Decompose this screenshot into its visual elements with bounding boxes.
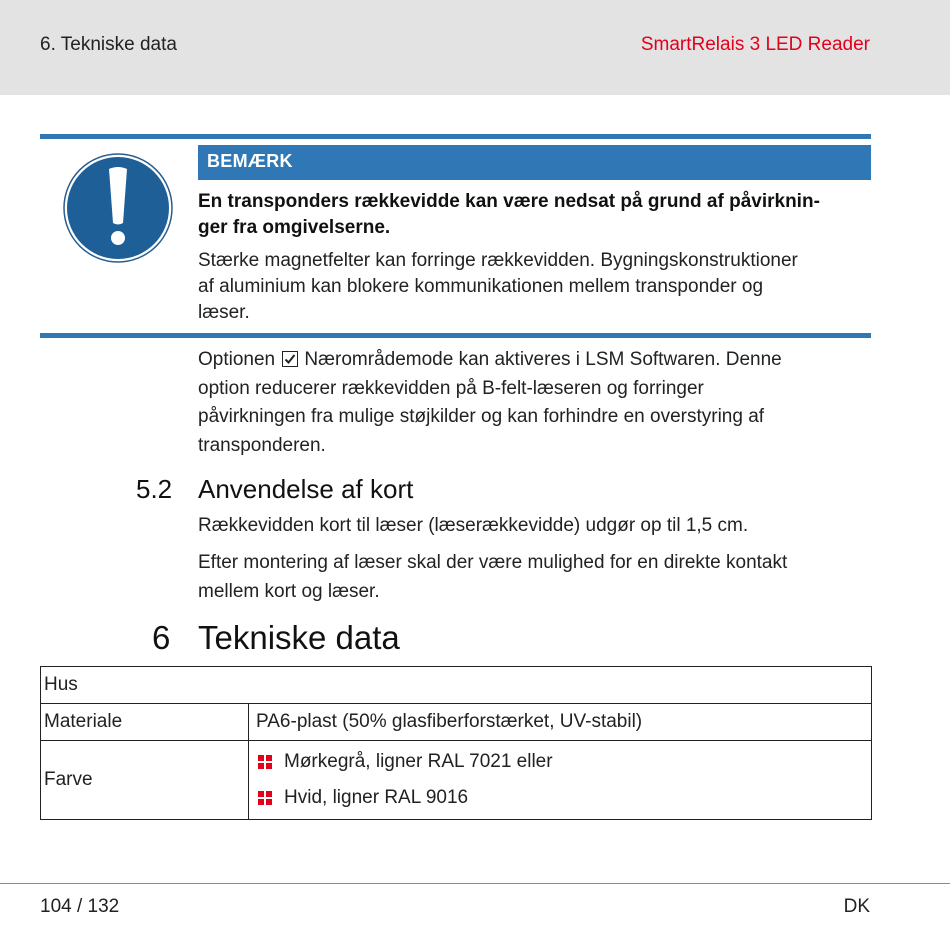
notice-bottom-rule (40, 333, 871, 338)
option-paragraph (198, 346, 870, 460)
section-paragraph (198, 549, 870, 606)
section-paragraph-line: Efter montering af læser skal der være mulighed for en direkte kontakt (198, 552, 788, 573)
option-line: transponderen. (198, 434, 326, 456)
notice-lead-text (198, 189, 868, 241)
option-line: option reducerer rækkevidden på B-felt-læseren og forringer (198, 377, 704, 399)
chapter-title: Tekniske data (198, 619, 400, 656)
notice-body-line: læser. (198, 302, 250, 323)
notice-body-line: Stærke magnetfelter kan forringe rækkevidden. Bygningskonstruktioner (198, 250, 798, 271)
footer-divider (0, 883, 950, 884)
header-section-title: 6. Tekniske data (40, 34, 177, 55)
notice-lead-line: En transponders rækkevidde kan være nedsat på grund af påvirknin- (198, 191, 820, 212)
notice-lead-line: ger fra omgivelserne. (198, 217, 391, 238)
table-row (41, 704, 872, 741)
notice-body-line: af aluminium kan blokere kommunikationen mellem transponder og (198, 276, 764, 297)
notice-top-rule (40, 134, 871, 139)
red-square-bullet-icon (258, 791, 272, 805)
checkbox-checked-icon (282, 351, 298, 367)
table-row (41, 741, 872, 820)
chapter-number: 6 (152, 619, 171, 656)
section-paragraph: Rækkevidden kort til læser (læserækkevidde) udgør op til 1,5 cm. (198, 515, 749, 536)
option-pre-text: Optionen (198, 349, 276, 370)
table-value-cell (249, 741, 872, 820)
red-square-bullet-icon (258, 755, 272, 769)
list-item (256, 744, 868, 780)
page-header (0, 0, 950, 95)
table-group-header: Hus (41, 667, 872, 704)
option-line (198, 346, 870, 375)
section-paragraph-line: mellem kort og læser. (198, 580, 380, 602)
exclamation-icon (63, 153, 173, 263)
table-label-cell: Materiale (41, 704, 249, 741)
list-item (256, 780, 868, 816)
list-item-text: Mørkegrå, ligner RAL 7021 eller (284, 751, 553, 772)
spec-table (40, 666, 872, 820)
list-item-text: Hvid, ligner RAL 9016 (284, 787, 469, 808)
notice-title: BEMÆRK (198, 145, 871, 180)
option-post-text: Nærområdemode kan aktiveres i LSM Softwaren. Denne (304, 349, 782, 370)
header-product-name: SmartRelais 3 LED Reader (640, 34, 870, 55)
section-title: Anvendelse af kort (198, 474, 414, 504)
language-code: DK (843, 896, 870, 917)
table-row (41, 667, 872, 704)
table-label-cell: Farve (41, 741, 249, 820)
notice-body-text (198, 248, 870, 326)
page-number: 104 / 132 (40, 896, 120, 917)
option-line: påvirkningen fra mulige støjkilder og kan forhindre en overstyring af (198, 406, 765, 427)
section-number: 5.2 (136, 474, 173, 504)
table-value-cell: PA6-plast (50% glasfiberforstærket, UV-stabil) (249, 704, 872, 741)
